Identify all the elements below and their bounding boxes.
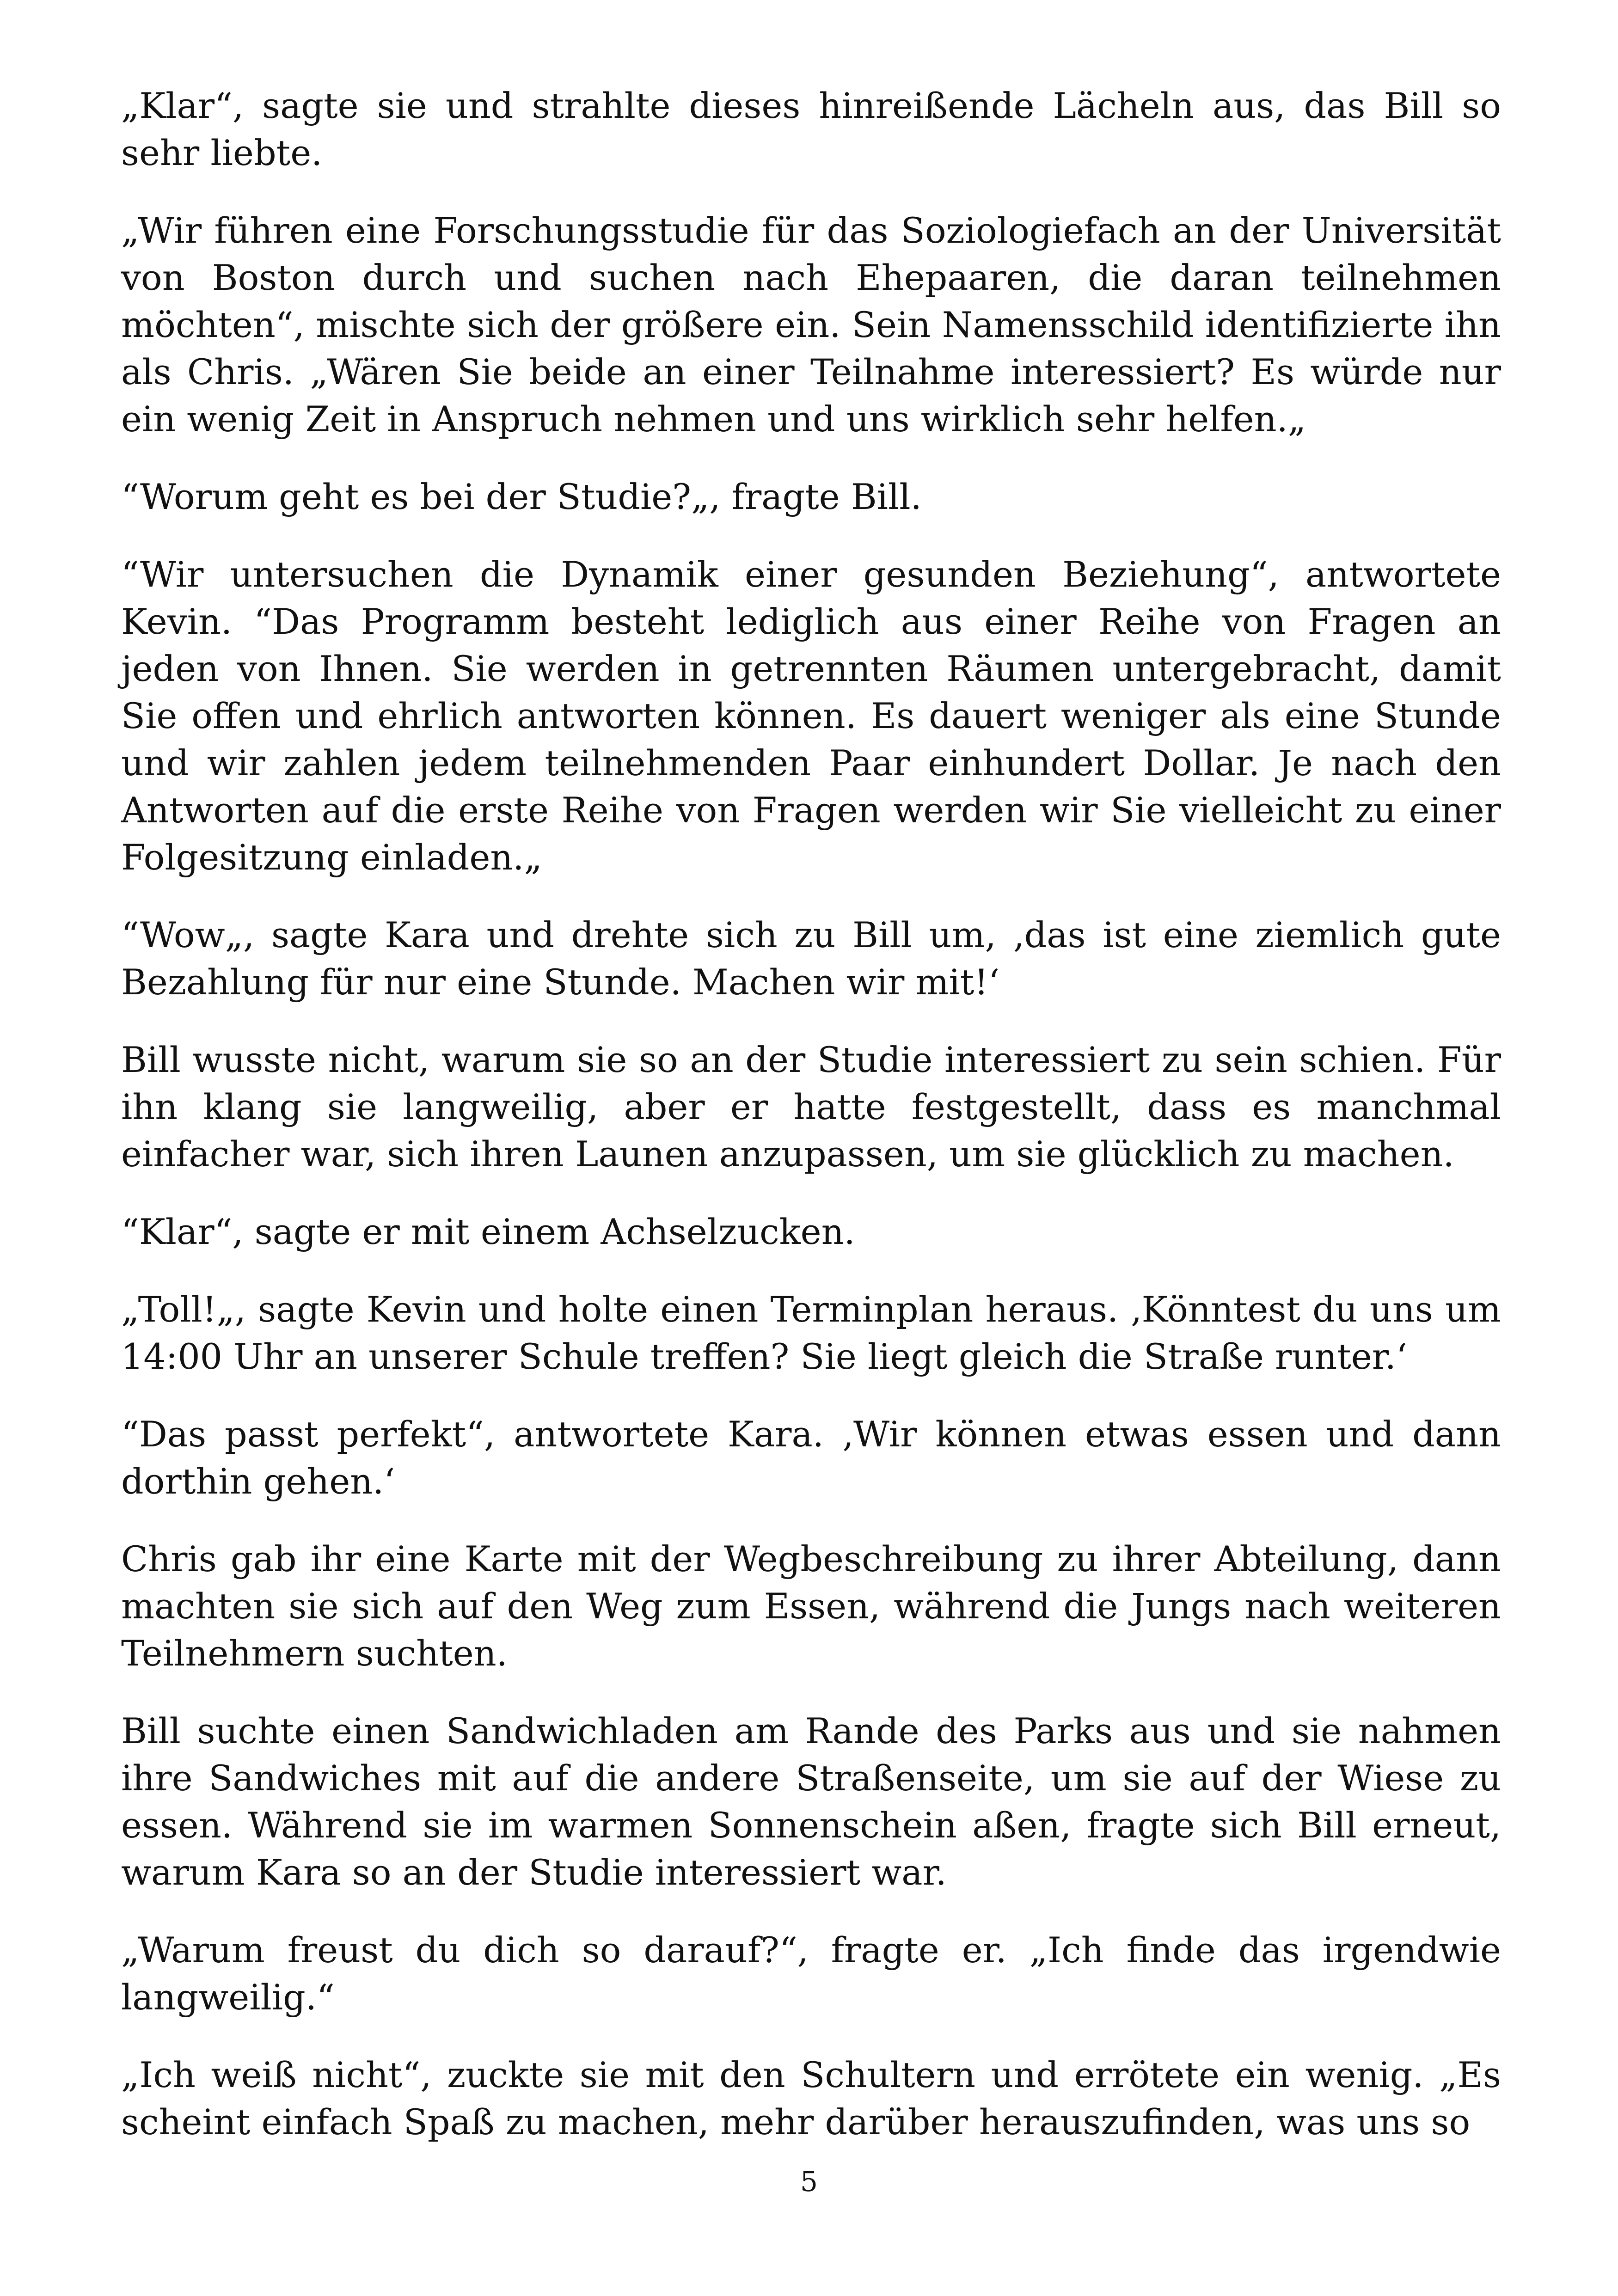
paragraph-3: “Worum geht es bei der Studie?„, fragte Bill. [121,476,922,517]
paragraph-7: “Klar“, sagte er mit einem Achselzucken. [121,1211,855,1252]
paragraph-4: “Wir untersuchen die Dynamik einer gesunden Beziehung“, antwortete Kevin. “Das Programm besteht lediglich aus einer Reihe von Fragen an jeden von Ihnen. Sie werden in getrennten Räumen untergebracht, damit Sie offen und ehrlich antworten können. Es dauert weniger als eine Stunde und wir zahlen jedem teilnehmenden Paar einhundert Dollar. Je nach den Antworten auf die erste Reihe von Fragen werden wir Sie vielleicht zu einer Folgesitzung einladen.„ [121,554,1501,878]
paragraph-13: „Ich weiß nicht“, zuckte sie mit den Schultern und errötete ein wenig. „Es scheint einfach Spaß zu machen, mehr darüber herauszufinden, was uns so [121,2054,1501,2143]
paragraph-8: „Toll!„, sagte Kevin und holte einen Terminplan heraus. ‚Könntest du uns um 14:00 Uhr an unserer Schule treffen? Sie liegt gleich die Straße runter.‘ [121,1289,1501,1377]
paragraph-6: Bill wusste nicht, warum sie so an der Studie interessiert zu sein schien. Für ihn klang sie langweilig, aber er hatte festgestellt, dass es manchmal einfacher war, sich ihren Launen anzupassen, um sie glücklich zu machen. [121,1039,1501,1175]
paragraph-1: „Klar“, sagte sie und strahlte dieses hinreißende Lächeln aus, das Bill so sehr liebte. [121,85,1501,173]
paragraph-5: “Wow„, sagte Kara und drehte sich zu Bill um, ‚das ist eine ziemlich gute Bezahlung für nur eine Stunde. Machen wir mit!‘ [121,914,1501,1003]
paragraph-10: Chris gab ihr eine Karte mit der Wegbeschreibung zu ihrer Abteilung, dann machten sie sich auf den Weg zum Essen, während die Jungs nach weiteren Teilnehmern suchten. [121,1538,1501,1674]
paragraph-2: „Wir führen eine Forschungsstudie für das Soziologiefach an der Universität von Boston durch und suchen nach Ehepaaren, die daran teilnehmen möchten“, mischte sich der größere ein. Sein Namensschild identifizierte ihn als Chris. „Wären Sie beide an einer Teilnahme interessiert? Es würde nur ein wenig Zeit in Anspruch nehmen und uns wirklich sehr helfen.„ [121,210,1501,440]
paragraph-12: „Warum freust du dich so darauf?“, fragte er. „Ich finde das irgendwie langweilig.“ [121,1929,1501,2018]
page-number: 5 [800,2166,818,2198]
page-body [121,82,1501,2176]
paragraph-11: Bill suchte einen Sandwichladen am Rande des Parks aus und sie nahmen ihre Sandwiches mit auf die andere Straßenseite, um sie auf der Wiese zu essen. Während sie im warmen Sonnenschein aßen, fragte sich Bill erneut, warum Kara so an der Studie interessiert war. [121,1710,1501,1893]
paragraph-9: “Das passt perfekt“, antwortete Kara. ‚Wir können etwas essen und dann dorthin gehen.‘ [121,1414,1501,1502]
